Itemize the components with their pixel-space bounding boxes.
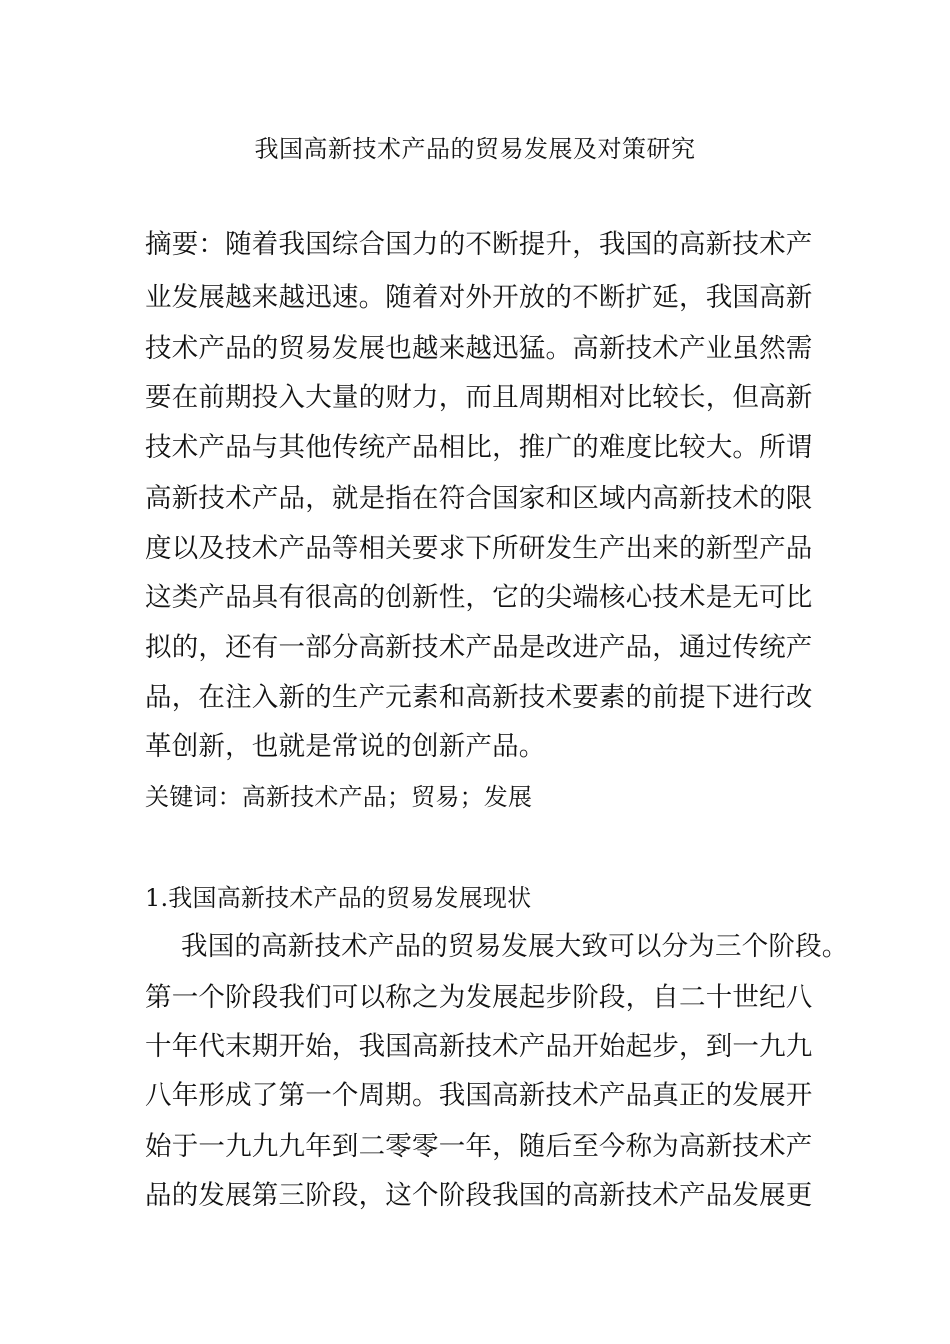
abstract-line: 拟的，还有一部分高新技术产品是改进产品，通过传统产 xyxy=(145,632,813,663)
section-heading: 1.我国高新技术产品的贸易发展现状 xyxy=(145,884,532,912)
abstract-line: 高新技术产品，就是指在符合国家和区域内高新技术的限 xyxy=(145,483,813,514)
abstract-line: 摘要：随着我国综合国力的不断提升，我国的高新技术产 xyxy=(145,229,813,260)
abstract-line: 业发展越来越迅速。随着对外开放的不断扩延，我国高新 xyxy=(145,282,813,313)
abstract-line: 这类产品具有很高的创新性，它的尖端核心技术是无可比 xyxy=(145,582,813,613)
body-line: 品的发展第三阶段，这个阶段我国的高新技术产品发展更 xyxy=(145,1180,813,1211)
abstract-line: 度以及技术产品等相关要求下所研发生产出来的新型产品 xyxy=(145,533,813,564)
body-line: 八年形成了第一个周期。我国高新技术产品真正的发展开 xyxy=(145,1080,813,1111)
keywords-line: 关键词：高新技术产品；贸易；发展 xyxy=(145,783,533,811)
abstract-line: 革创新，也就是常说的创新产品。 xyxy=(145,731,546,762)
abstract-line: 品，在注入新的生产元素和高新技术要素的前提下进行改 xyxy=(145,682,813,713)
abstract-line: 要在前期投入大量的财力，而且周期相对比较长，但高新 xyxy=(145,382,813,413)
body-line: 第一个阶段我们可以称之为发展起步阶段，自二十世纪八 xyxy=(145,982,813,1013)
abstract-line: 技术产品与其他传统产品相比，推广的难度比较大。所谓 xyxy=(145,432,813,463)
document-title: 我国高新技术产品的贸易发展及对策研究 xyxy=(254,135,696,163)
body-line: 始于一九九九年到二零零一年，随后至今称为高新技术产 xyxy=(145,1131,813,1162)
body-line: 我国的高新技术产品的贸易发展大致可以分为三个阶段。 xyxy=(181,931,849,962)
abstract-line: 技术产品的贸易发展也越来越迅猛。高新技术产业虽然需 xyxy=(145,333,813,364)
body-line: 十年代末期开始，我国高新技术产品开始起步，到一九九 xyxy=(145,1031,813,1062)
